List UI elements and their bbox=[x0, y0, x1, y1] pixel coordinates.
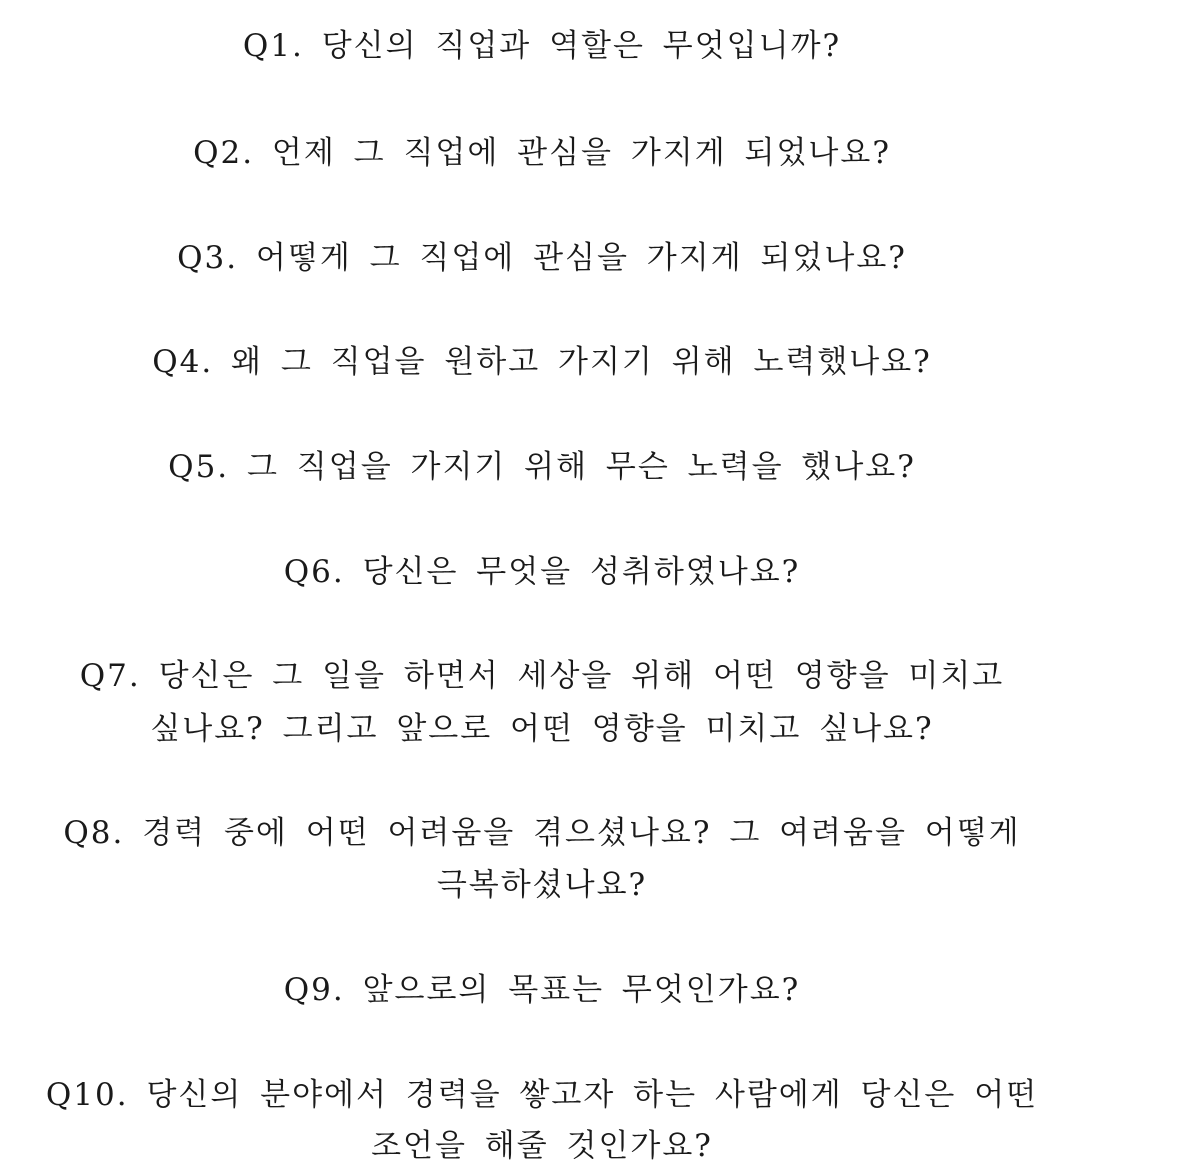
question-10-line-1: Q10. 당신의 분야에서 경력을 쌓고자 하는 사람에게 당신은 어떤 bbox=[45, 1077, 1039, 1113]
question-4: Q4. 왜 그 직업을 원하고 가지기 위해 노력했나요? bbox=[152, 344, 932, 380]
question-5: Q5. 그 직업을 가지기 위해 무슨 노력을 했나요? bbox=[168, 449, 916, 485]
question-8-line-1: Q8. 경력 중에 어떤 어려움을 겪으셨나요? 그 여려움을 어떻게 bbox=[63, 815, 1021, 851]
question-3: Q3. 어떻게 그 직업에 관심을 가지게 되었나요? bbox=[177, 240, 907, 276]
question-7-line-2: 싶나요? 그리고 앞으로 어떤 영향을 미치고 싶나요? bbox=[150, 711, 934, 747]
question-2: Q2. 언제 그 직업에 관심을 가지게 되었나요? bbox=[193, 135, 891, 171]
question-6: Q6. 당신은 무엇을 성취하였나요? bbox=[283, 554, 801, 590]
question-7-line-1: Q7. 당신은 그 일을 하면서 세상을 위해 어떤 영향을 미치고 bbox=[79, 658, 1005, 694]
question-1: Q1. 당신의 직업과 역할은 무엇입니까? bbox=[242, 28, 842, 64]
question-9: Q9. 앞으로의 목표는 무엇인가요? bbox=[283, 972, 801, 1008]
question-8-line-2: 극복하셨나요? bbox=[436, 867, 648, 903]
question-10-line-2: 조언을 해줄 것인가요? bbox=[371, 1128, 713, 1164]
